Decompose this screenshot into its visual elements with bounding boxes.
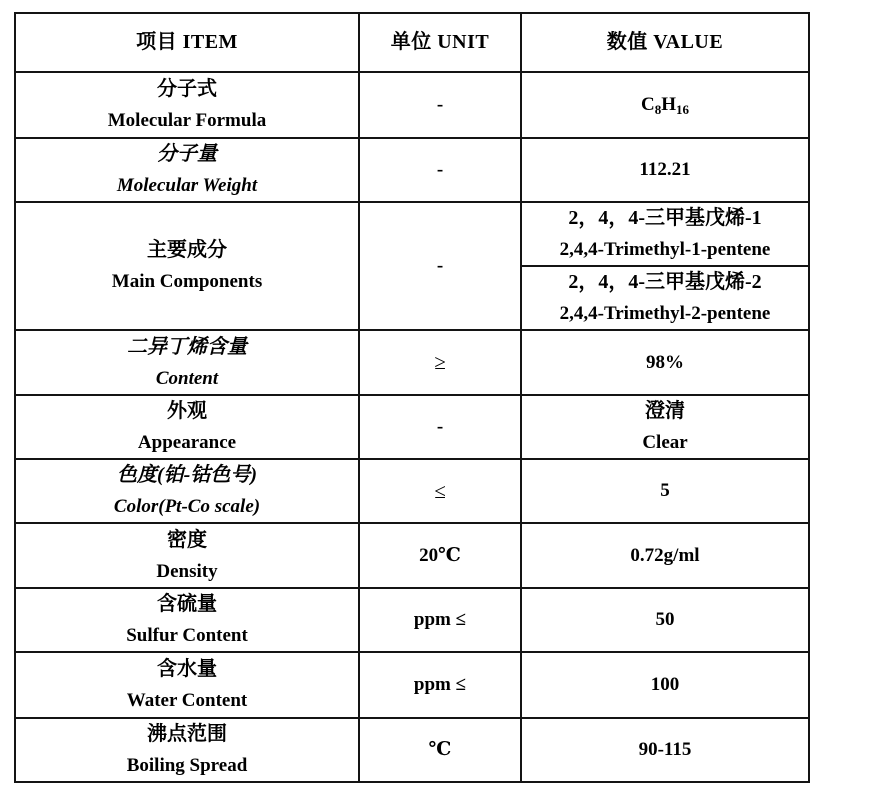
component-label-zh: 2，4，4-三甲基戊烯-1 [568,207,762,229]
value-cell: 100 [521,652,809,718]
row-main-components-1 [15,202,809,266]
item-label-zh: 二异丁烯含量 [127,335,247,358]
component-label-en: 2,4,4-Trimethyl-1-pentene [559,239,771,260]
item-label-en: Content [155,367,219,389]
item-label-en: Boiling Spread [126,755,248,776]
row-molecular-formula [15,72,809,138]
item-label-en: Main Components [111,271,263,292]
value-cell: 112.21 [521,138,809,202]
item-label-zh: 分子量 [157,143,217,165]
row-appearance [15,395,809,459]
unit-cell: 20℃ [359,523,521,588]
row-diisobutylene-content [15,330,809,395]
unit-cell: ≥ [359,330,521,395]
component-label-zh: 2，4，4-三甲基戊烯-2 [568,271,762,293]
col-header-value: 数值 VALUE [521,13,809,72]
row-density [15,523,809,588]
formula-subscript: 8 [654,102,662,118]
item-label-en: Water Content [126,690,248,711]
unit-cell: ℃ [359,718,521,782]
item-cell [15,459,359,523]
unit-cell: - [359,72,521,138]
col-header-unit: 单位 UNIT [359,13,521,72]
item-label-en: Density [156,560,218,582]
value-cell: 98% [521,330,809,395]
item-label-zh: 主要成分 [147,239,227,261]
item-label-zh: 沸点范围 [147,723,227,745]
value-cell-component-1 [521,202,809,266]
value-cell: 50 [521,588,809,652]
value-label-zh: 澄清 [645,400,685,422]
value-cell [521,395,809,459]
item-label-en: Color(Pt-Co scale) [113,496,261,517]
item-label-zh: 密度 [167,528,207,551]
unit-cell: - [359,202,521,330]
item-cell [15,72,359,138]
row-molecular-weight [15,138,809,202]
item-label-zh: 含水量 [157,658,217,680]
row-sulfur-content [15,588,809,652]
item-cell [15,138,359,202]
unit-cell: ppm ≤ [359,588,521,652]
item-cell [15,718,359,782]
item-cell [15,588,359,652]
formula-subscript: 16 [676,102,689,118]
item-label-en: Molecular Weight [116,175,258,196]
formula-element: H [661,94,676,116]
item-label-en: Molecular Formula [107,110,267,131]
formula-element: C [640,94,655,116]
item-label-zh: 色度(铂-钴色号) [117,464,257,486]
item-label-zh: 含硫量 [157,593,217,615]
row-boiling-spread [15,718,809,782]
unit-cell: - [359,138,521,202]
value-cell: 5 [521,459,809,523]
item-cell [15,330,359,395]
unit-cell: - [359,395,521,459]
value-cell: 0.72g/ml [521,523,809,588]
unit-cell: ≤ [359,459,521,523]
header-row [15,13,809,72]
row-water-content [15,652,809,718]
item-cell [15,523,359,588]
item-cell [15,395,359,459]
item-cell [15,202,359,330]
value-cell [521,72,809,138]
unit-cell: ppm ≤ [359,652,521,718]
value-cell: 90-115 [521,718,809,782]
item-cell [15,652,359,718]
item-label-zh: 分子式 [157,78,217,100]
spec-table [14,12,810,783]
value-cell-component-2 [521,266,809,330]
component-label-en: 2,4,4-Trimethyl-2-pentene [559,303,771,324]
row-color [15,459,809,523]
item-label-en: Sulfur Content [126,625,248,646]
item-label-en: Appearance [137,432,237,453]
molecular-formula-value [640,94,689,118]
item-label-zh: 外观 [167,400,207,422]
value-label-en: Clear [642,432,688,453]
col-header-item: 项目 ITEM [15,13,359,72]
